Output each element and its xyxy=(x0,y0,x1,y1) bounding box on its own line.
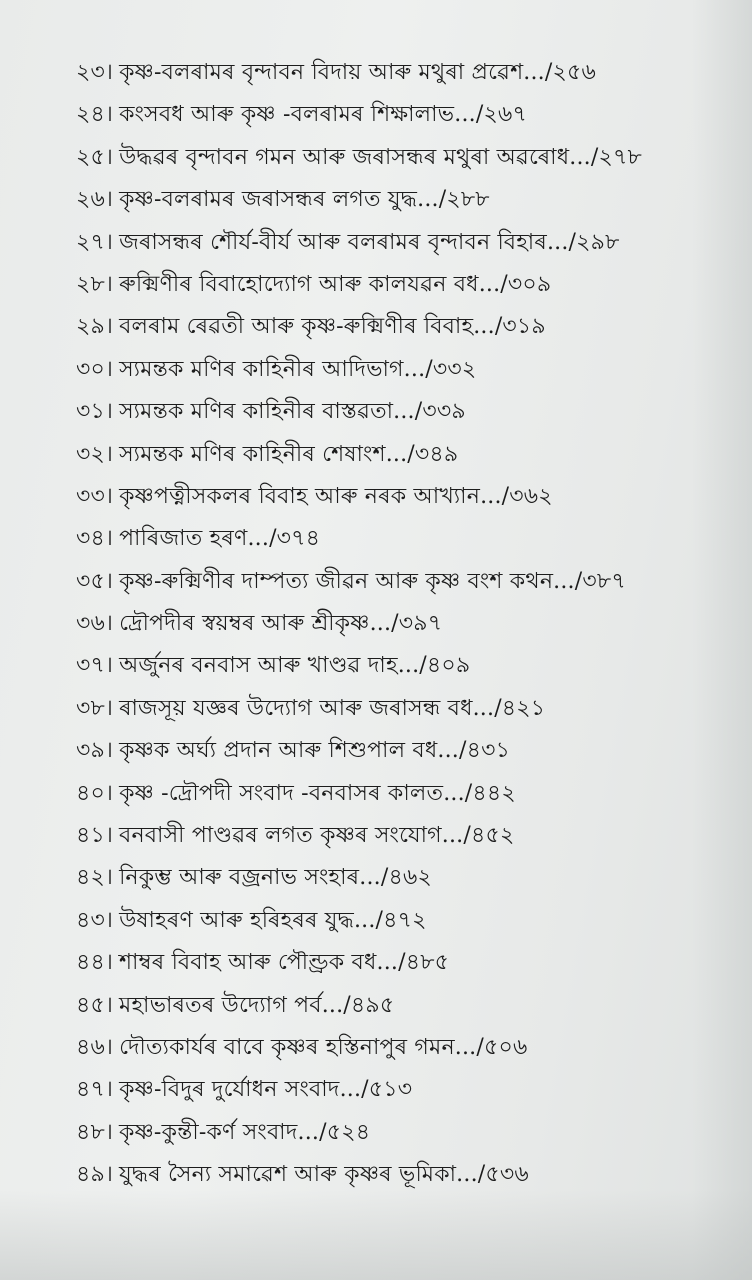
toc-entry xyxy=(76,1154,732,1196)
page-number: /২৭৮ xyxy=(590,144,642,170)
chapter-number: ৪৮। xyxy=(76,1119,114,1145)
chapter-number: ৪৯। xyxy=(76,1162,114,1188)
toc-entry xyxy=(76,773,732,815)
chapter-number: ২৪। xyxy=(76,102,114,128)
chapter-number: ৪৬। xyxy=(76,1034,114,1060)
page-number: /৫৩৬ xyxy=(477,1162,529,1188)
chapter-title: শাম্বৰ বিবাহ আৰু পৌণ্ড্ৰক বধ... xyxy=(119,950,399,976)
toc-entry xyxy=(76,815,732,857)
chapter-title: যুদ্ধৰ সৈন্য সমাৱেশ আৰু কৃষ্ণৰ ভূমিকা... xyxy=(119,1162,478,1188)
page-number: /২৯৮ xyxy=(568,229,620,255)
toc-entry xyxy=(76,391,732,433)
page-number: /৪৯৫ xyxy=(343,992,395,1018)
toc-entry xyxy=(76,900,732,942)
page-number: /৪৭২ xyxy=(375,907,427,933)
chapter-number: ৩৩। xyxy=(76,483,114,509)
toc-entry xyxy=(76,434,732,476)
chapter-title: স্যমন্তক মণিৰ কাহিনীৰ বাস্তৱতা... xyxy=(119,399,415,425)
page-number: /৪৫২ xyxy=(463,823,515,849)
toc-entry xyxy=(76,1069,732,1111)
toc-entry xyxy=(76,688,732,730)
page-number: /৪৪২ xyxy=(464,780,516,806)
chapter-title: কৃষ্ণ-কুন্তী-কৰ্ণ সংবাদ... xyxy=(119,1119,320,1145)
chapter-title: অৰ্জুনৰ বনবাস আৰু খাণ্ডৱ দাহ... xyxy=(119,653,420,679)
page-number: /৫১৩ xyxy=(361,1077,413,1103)
chapter-number: ৩৬। xyxy=(76,611,114,637)
page-number: /৫০৬ xyxy=(476,1034,528,1060)
chapter-number: ৪০। xyxy=(76,780,114,806)
chapter-title: উষাহৰণ আৰু হৰিহৰৰ যুদ্ধ... xyxy=(119,907,376,933)
chapter-number: ৪৩। xyxy=(76,907,114,933)
chapter-title: পাৰিজাত হৰণ... xyxy=(119,526,270,552)
chapter-title: কৃষ্ণ -দ্ৰৌপদী সংবাদ -বনবাসৰ কালত... xyxy=(119,780,465,806)
chapter-number: ৩২। xyxy=(76,441,114,467)
page-number: /৩৬২ xyxy=(501,483,553,509)
chapter-number: ৩৯। xyxy=(76,738,114,764)
chapter-number: ২৯। xyxy=(76,314,114,340)
page-number: /২৬৭ xyxy=(475,102,527,128)
chapter-number: ২৫। xyxy=(76,144,114,170)
chapter-title: দ্ৰৌপদীৰ স্বয়ম্বৰ আৰু শ্ৰীকৃষ্ণ... xyxy=(119,611,392,637)
chapter-title: কৃষ্ণক অৰ্ঘ্য প্ৰদান আৰু শিশুপাল বধ... xyxy=(119,738,459,764)
page-number: /৩৯৭ xyxy=(391,611,443,637)
page-number: /৩৭৪ xyxy=(269,526,321,552)
chapter-number: ২৬। xyxy=(76,187,114,213)
chapter-number: ৩৮। xyxy=(76,695,114,721)
chapter-number: ৪২। xyxy=(76,865,114,891)
chapter-title: ৰুক্মিণীৰ বিবাহোদ্যোগ আৰু কালযৱন বধ... xyxy=(119,271,501,297)
toc-entry xyxy=(76,645,732,687)
chapter-title: বনবাসী পাণ্ডৱৰ লগত কৃষ্ণৰ সংযোগ... xyxy=(119,823,464,849)
page-number: /৪৩১ xyxy=(458,738,511,764)
toc-entry xyxy=(76,1112,732,1154)
chapter-title: উদ্ধৱৰ বৃন্দাবন গমন আৰু জৰাসন্ধৰ মথুৰা অৱৰোধ... xyxy=(119,144,591,170)
chapter-title: কৃষ্ণ-বলৰামৰ বৃন্দাবন বিদায় আৰু মথুৰা প্ৰৱেশ... xyxy=(119,60,545,85)
page-number: /২৫৬ xyxy=(544,60,596,85)
toc-entry xyxy=(76,561,732,603)
chapter-number: ৩০। xyxy=(76,356,114,382)
page-number: /৩৩৯ xyxy=(414,399,466,425)
page-number: /৩৩২ xyxy=(425,356,477,382)
chapter-number: ৩১। xyxy=(76,399,114,425)
table-of-contents xyxy=(76,52,732,1197)
toc-entry xyxy=(76,137,732,179)
chapter-title: স্যমন্তক মণিৰ কাহিনীৰ আদিভাগ... xyxy=(119,356,426,382)
chapter-number: ৪৫। xyxy=(76,992,114,1018)
page-number: /৩৪৯ xyxy=(407,441,459,467)
chapter-number: ৩৫। xyxy=(76,568,114,594)
page-number: /৪০৯ xyxy=(419,653,471,679)
chapter-title: দৌত্যকাৰ্যৰ বাবে কৃষ্ণৰ হস্তিনাপুৰ গমন... xyxy=(119,1034,477,1060)
toc-entry xyxy=(76,306,732,348)
chapter-title: কংসবধ আৰু কৃষ্ণ -বলৰামৰ শিক্ষালাভ... xyxy=(119,102,476,128)
chapter-number: ৪৭। xyxy=(76,1077,114,1103)
page-number: /৩১৯ xyxy=(494,314,546,340)
page-number: /৩৮৭ xyxy=(574,568,626,594)
toc-entry xyxy=(76,985,732,1027)
toc-entry xyxy=(76,222,732,264)
chapter-title: ৰাজসূয় যজ্ঞৰ উদ্যোগ আৰু জৰাসন্ধ বধ... xyxy=(119,695,495,721)
toc-entry xyxy=(76,1027,732,1069)
page-number: /৪৮৫ xyxy=(398,950,450,976)
toc-entry xyxy=(76,94,732,136)
toc-entry xyxy=(76,942,732,984)
toc-entry xyxy=(76,264,732,306)
chapter-title: কৃষ্ণ-বলৰামৰ জৰাসন্ধৰ লগত যুদ্ধ... xyxy=(119,187,439,213)
chapter-number: ৩৪। xyxy=(76,526,114,552)
chapter-title: নিকুম্ভ আৰু বজ্ৰনাভ সংহাৰ... xyxy=(119,865,381,891)
toc-entry xyxy=(76,518,732,560)
chapter-title: কৃষ্ণপত্নীসকলৰ বিবাহ আৰু নৰক আখ্যান... xyxy=(119,483,502,509)
page-number: /৪২১ xyxy=(494,695,546,721)
page-number: /২৮৮ xyxy=(438,187,490,213)
chapter-number: ৪১। xyxy=(76,823,114,849)
toc-entry xyxy=(76,603,732,645)
chapter-title: কৃষ্ণ-বিদুৰ দুৰ্যোধন সংবাদ... xyxy=(119,1077,362,1103)
toc-entry xyxy=(76,730,732,772)
toc-entry xyxy=(76,52,732,94)
chapter-number: ৩৭। xyxy=(76,653,114,679)
page-number: /৪৬২ xyxy=(380,865,432,891)
page-number: /৫২৪ xyxy=(319,1119,371,1145)
chapter-title: কৃষ্ণ-ৰুক্মিণীৰ দাম্পত্য জীৱন আৰু কৃষ্ণ বংশ কথন... xyxy=(119,568,575,594)
chapter-number: ৪৪। xyxy=(76,950,114,976)
toc-entry xyxy=(76,476,732,518)
chapter-number: ২৮। xyxy=(76,271,114,297)
chapter-title: স্যমন্তক মণিৰ কাহিনীৰ শেষাংশ... xyxy=(119,441,408,467)
chapter-number: ২৩। xyxy=(76,60,114,85)
page-shadow-bottom xyxy=(0,1190,752,1280)
chapter-title: বলৰাম ৰেৱতী আৰু কৃষ্ণ-ৰুক্মিণীৰ বিবাহ... xyxy=(119,314,495,340)
chapter-number: ২৭। xyxy=(76,229,114,255)
toc-entry xyxy=(76,349,732,391)
page-number: /৩০৯ xyxy=(500,271,552,297)
toc-entry xyxy=(76,857,732,899)
toc-entry xyxy=(76,179,732,221)
chapter-title: মহাভাৰতৰ উদ্যোগ পৰ্ব... xyxy=(119,992,344,1018)
chapter-title: জৰাসন্ধৰ শৌৰ্য-বীৰ্য আৰু বলৰামৰ বৃন্দাবন বিহাৰ... xyxy=(119,229,569,255)
